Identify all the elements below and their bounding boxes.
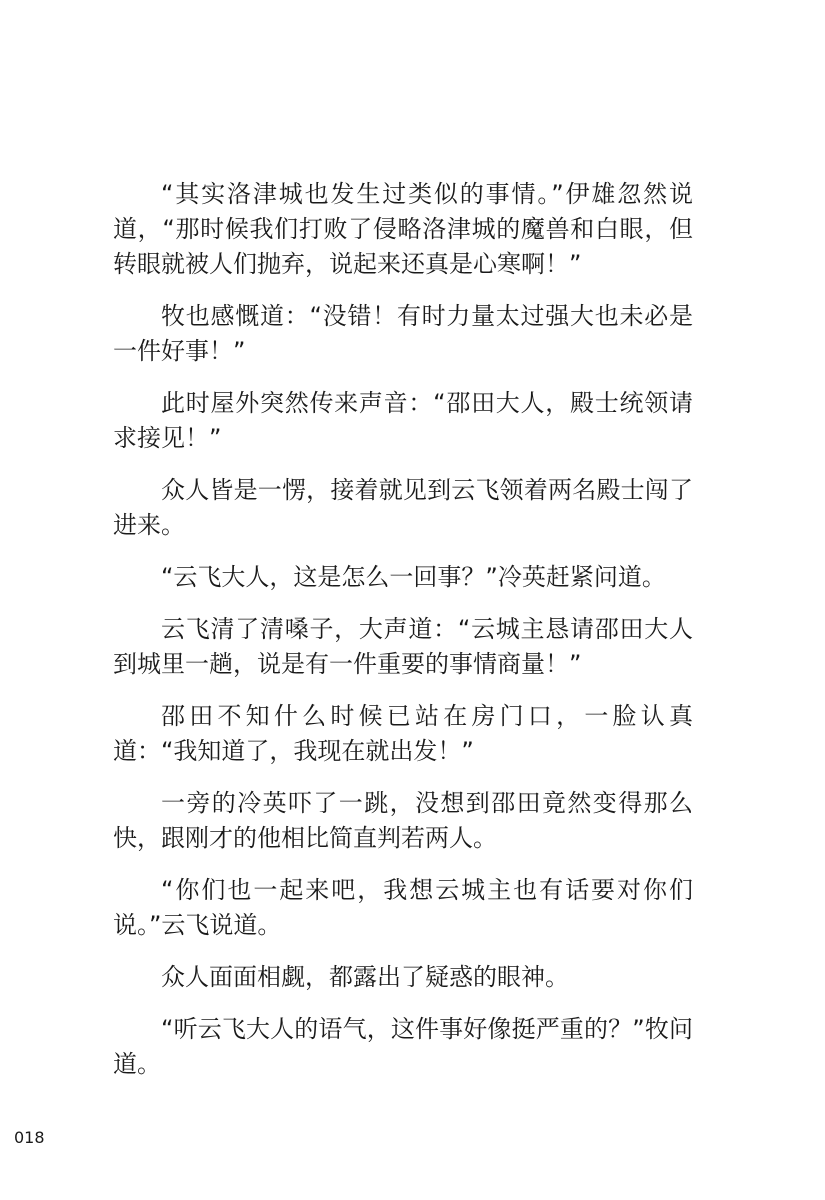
paragraph: “云飞大人，这是怎么一回事？”冷英赶紧问道。 <box>161 563 666 591</box>
paragraph: 一旁的冷英吓了一跳，没想到邵田竟然变得那么快，跟刚才的他相比简直判若两人。 <box>113 789 693 852</box>
paragraph: 牧也感慨道：“没错！有时力量太过强大也未必是一件好事！” <box>113 302 693 365</box>
paragraph: 邵田不知什么时候已站在房门口，一脸认真道：“我知道了，我现在就出发！” <box>113 702 693 765</box>
paragraph: 众人面面相觑，都露出了疑惑的眼神。 <box>161 963 569 991</box>
paragraph: “其实洛津城也发生过类似的事情。”伊雄忽然说道，“那时候我们打败了侵略洛津城的魔兽和白眼，但转眼就被人们抛弃，说起来还真是心寒啊！” <box>113 180 693 278</box>
paragraph: “你们也一起来吧，我想云城主也有话要对你们说。”云飞说道。 <box>113 876 693 939</box>
paragraph: 云飞清了清嗓子，大声道：“云城主恳请邵田大人到城里一趟，说是有一件重要的事情商量！” <box>113 615 693 678</box>
paragraph: 众人皆是一愣，接着就见到云飞领着两名殿士闯了进来。 <box>113 476 693 539</box>
paragraph: 此时屋外突然传来声音：“邵田大人，殿士统领请求接见！” <box>113 389 693 452</box>
page-body <box>113 177 693 1099</box>
page-number: 018 <box>14 1128 45 1147</box>
paragraph: “听云飞大人的语气，这件事好像挺严重的？”牧问道。 <box>113 1015 693 1078</box>
